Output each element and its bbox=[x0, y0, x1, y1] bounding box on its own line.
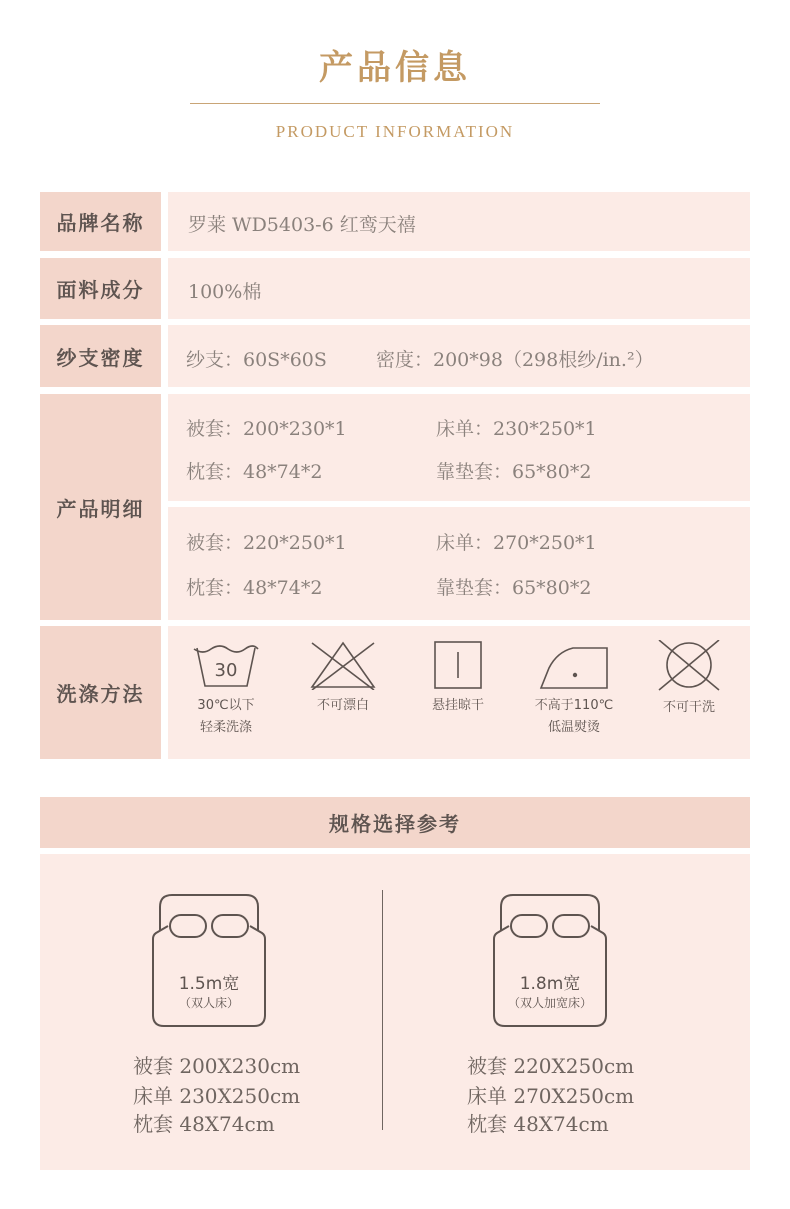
details-set-2 bbox=[168, 507, 750, 620]
brand-value: 罗莱 WD5403-6 红鸾天禧 bbox=[188, 214, 416, 236]
wash-caption-1b: 轻柔洗涤 bbox=[199, 720, 252, 735]
fabric-value-cell bbox=[168, 258, 750, 319]
details-set-1 bbox=[168, 394, 750, 501]
set2-cushion: 靠垫套：65*80*2 bbox=[436, 577, 592, 599]
page-subtitle: PRODUCT INFORMATION bbox=[275, 122, 515, 141]
brand-label: 品牌名称 bbox=[40, 192, 161, 251]
wash-item-30 bbox=[166, 640, 286, 739]
bed-2-type: （双人加宽床） bbox=[507, 996, 592, 1010]
set1-cushion: 靠垫套：65*80*2 bbox=[436, 461, 592, 483]
yarn-label: 纱支密度 bbox=[40, 325, 161, 387]
wash-item-hang-dry bbox=[398, 640, 518, 717]
wash-item-no-dry-clean bbox=[629, 640, 749, 719]
details-label: 产品明细 bbox=[40, 394, 161, 620]
bed-2-sheet-size: 床单 270X250cm bbox=[467, 1084, 635, 1108]
bed-2-duvet-size: 被套 220X250cm bbox=[467, 1054, 635, 1078]
no-bleach-icon bbox=[308, 640, 378, 690]
wash-30-icon bbox=[191, 640, 261, 690]
yarn-value-cell bbox=[168, 325, 750, 387]
fabric-value: 100%棉 bbox=[188, 281, 262, 303]
set2-pillow: 枕套：48*74*2 bbox=[186, 577, 323, 599]
bed-1-pillow-size: 枕套 48X74cm bbox=[133, 1112, 275, 1136]
wash-item-no-bleach bbox=[283, 640, 403, 717]
set1-duvet: 被套：200*230*1 bbox=[186, 418, 347, 440]
yarn-density: 密度：200*98（298根纱/in.²） bbox=[376, 349, 654, 371]
wash-item-iron bbox=[514, 640, 634, 739]
iron-110-icon bbox=[537, 640, 611, 690]
brand-value-cell bbox=[168, 192, 750, 251]
no-dry-clean-icon bbox=[654, 640, 724, 692]
hang-dry-icon bbox=[423, 640, 493, 690]
set1-pillow: 枕套：48*74*2 bbox=[186, 461, 323, 483]
bed-1-sheet-size: 床单 230X250cm bbox=[133, 1084, 301, 1108]
wash-caption-4b: 低温熨烫 bbox=[547, 720, 600, 735]
fabric-label: 面料成分 bbox=[40, 258, 161, 319]
bed-1-duvet-size: 被套 200X230cm bbox=[133, 1054, 301, 1078]
bed-2-width: 1.8m宽 bbox=[519, 974, 581, 994]
title-divider bbox=[190, 103, 600, 104]
wash-caption-5: 不可干洗 bbox=[662, 700, 715, 715]
set1-sheet: 床单：230*250*1 bbox=[436, 418, 597, 440]
set2-sheet: 床单：270*250*1 bbox=[436, 532, 597, 554]
wash-caption-2: 不可漂白 bbox=[316, 698, 369, 713]
washing-label: 洗涤方法 bbox=[40, 626, 161, 759]
set2-duvet: 被套：220*250*1 bbox=[186, 532, 347, 554]
yarn-count: 纱支：60S*60S bbox=[186, 349, 327, 371]
bed-2-pillow-size: 枕套 48X74cm bbox=[467, 1112, 609, 1136]
wash-temp-number: 30 bbox=[214, 660, 238, 681]
wash-caption-1: 30℃以下 bbox=[197, 698, 255, 713]
page-title: 产品信息 bbox=[319, 48, 471, 88]
spec-divider bbox=[382, 890, 383, 1130]
spec-title: 规格选择参考 bbox=[40, 797, 750, 848]
wash-caption-4: 不高于110℃ bbox=[534, 698, 614, 713]
bed-1-type: （双人床） bbox=[178, 996, 239, 1010]
bed-1-width: 1.5m宽 bbox=[178, 974, 240, 994]
wash-caption-3: 悬挂晾干 bbox=[431, 698, 484, 713]
